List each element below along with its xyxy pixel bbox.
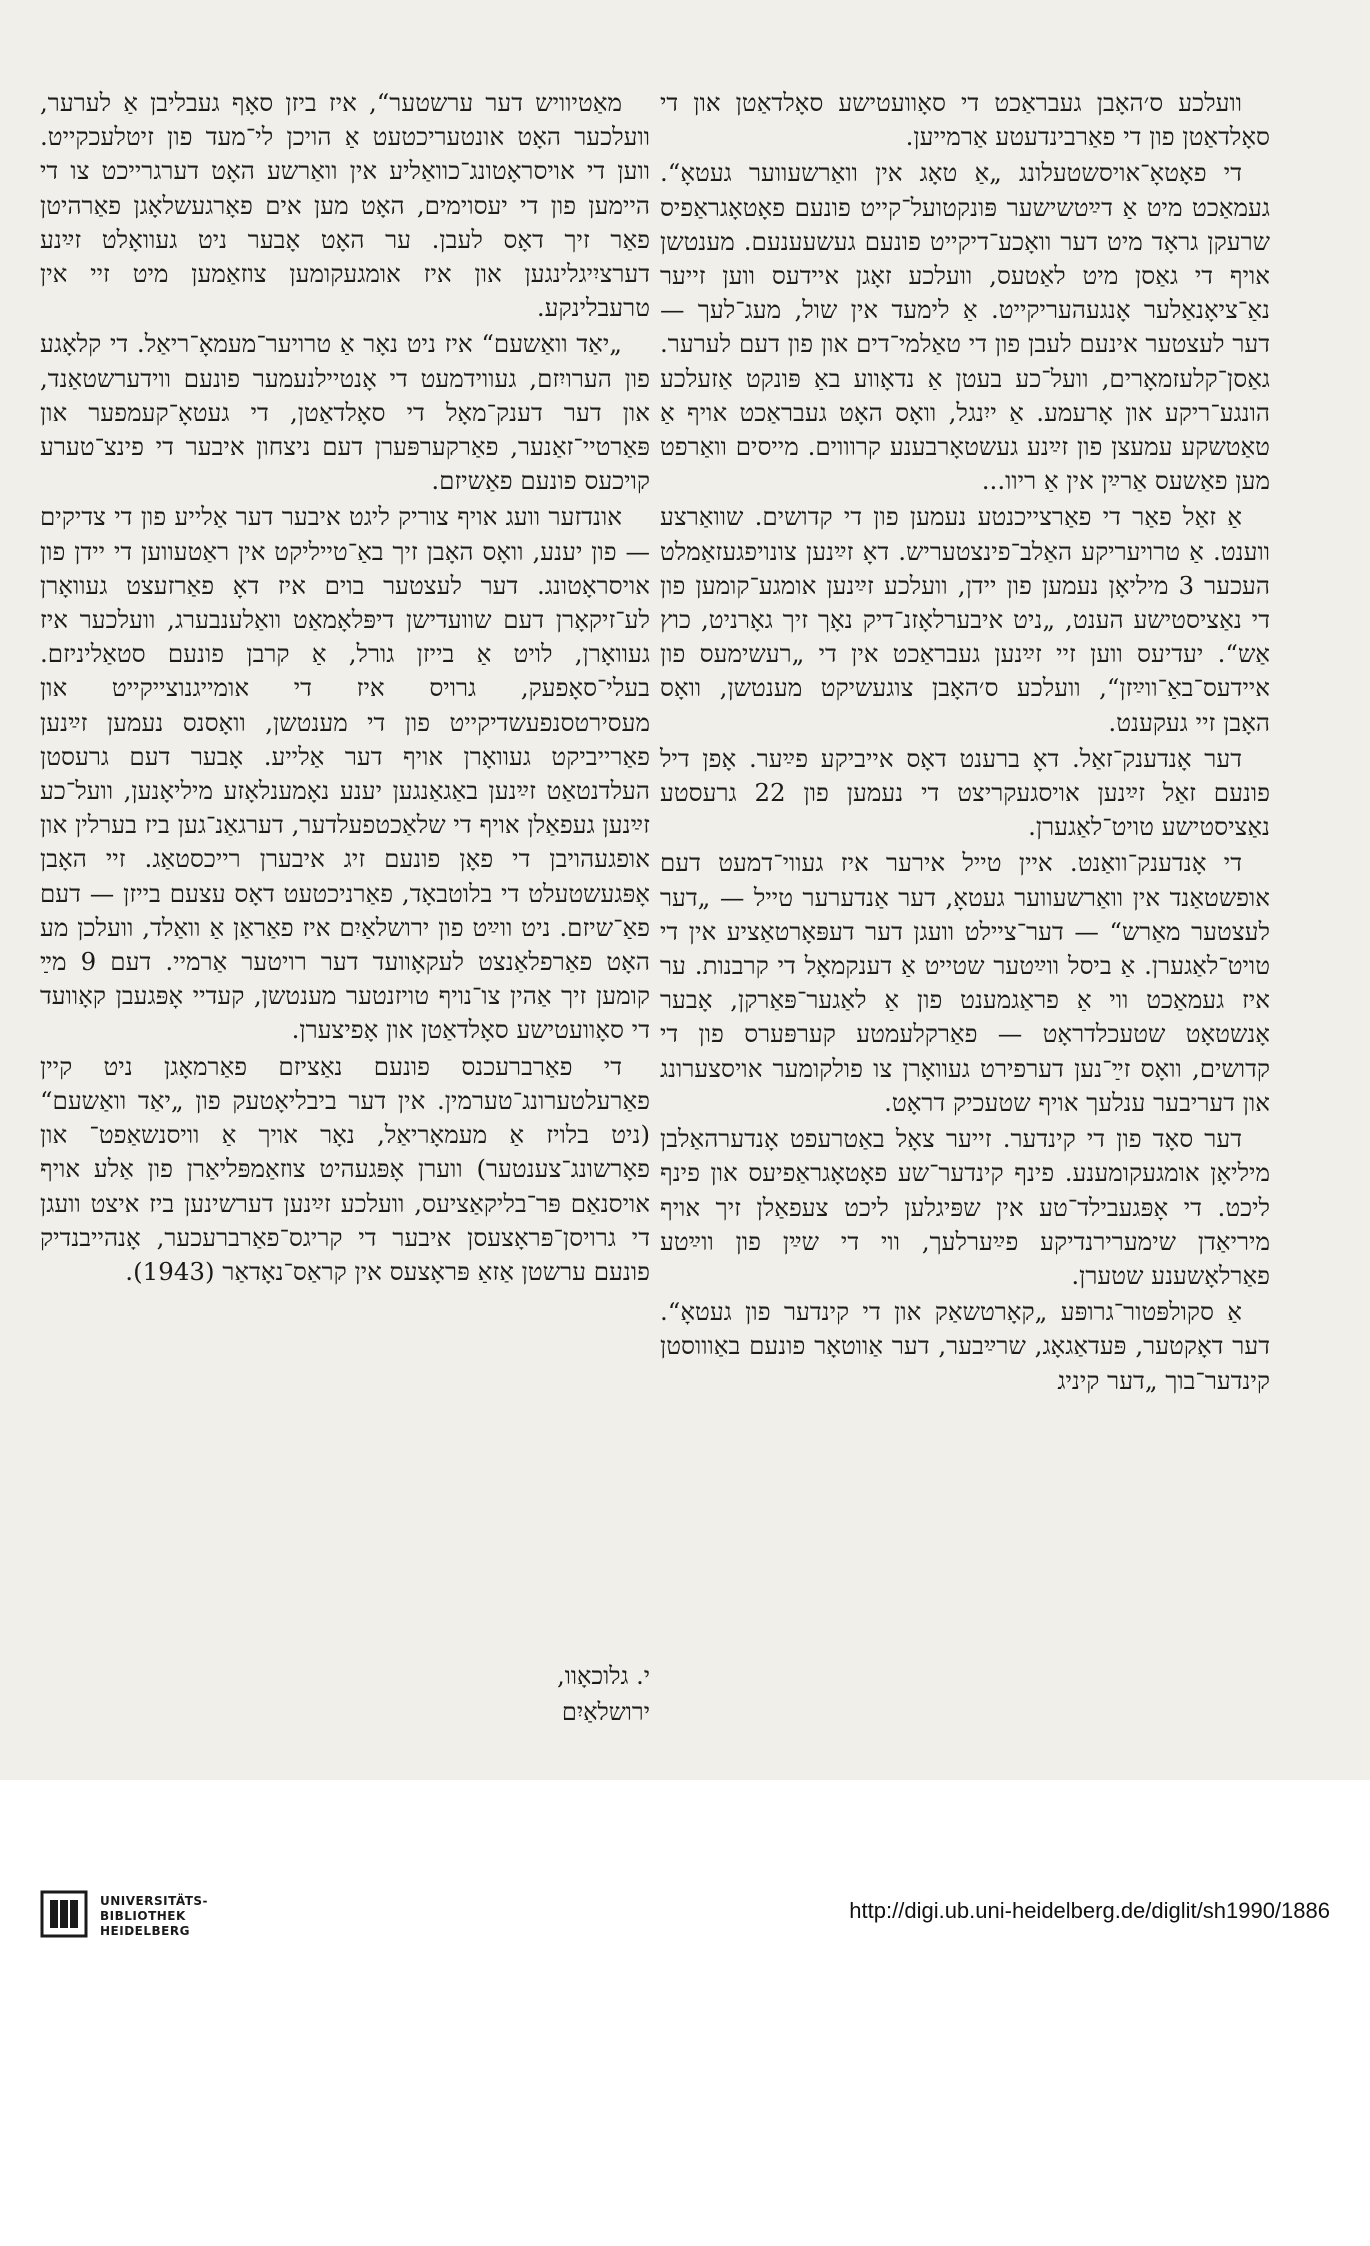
article-right-column — [660, 86, 1270, 1398]
logo-line: BIBLIOTHEK — [100, 1909, 186, 1923]
article-left-column — [40, 86, 650, 1289]
paragraph: אַ זאַל פאַר די פאַרצייכנטע נעמען פון די קדושים. שוואַרצע ווענט. אַ טרויעריקע האַלב־פינצטעריש. דאָ זײַנען צונויפגעזאַמלט העכער 3 מיליאָן נעמען פון יידן, וועלכע זײַנען אומגע־קומען פון די נאַציסטישע הענט, „ניט איבערלאָזנ־דיק נאָך זיך גאָרניט, כוץ אַש“. יעדיעס ווען זיי זײַנען געבראַכט אין די „רעשימעס פון איידעס־באַ־ווײַזן“, וועלכע ס׳האָבן צוגעשיקט מענטשן, וואָס האָבן זיי געקענט. — [660, 502, 1271, 737]
paragraph: אונדזער וועג אויף צוריק ליגט איבער דער אַלייע פון די צדיקים — פון יענע, וואָס האָבן זיך באַ־טייליקט אין ראַטעווען די יידן פון אויסראָטונג. דער לעצטער בוים איז דאָ פאַרזעצט געוואָרן לע־זיקאָרן דעם שוועדישן דיפּלאָמאַט וואַלענבערג, וועלכער איז געוואָרן, לויט אַ בייזן גורל, אַ קרבן פונעם סטאַליניזם. בעלי־סאָפעק, גרויס איז די אומייגנוצייקייט און מעסירטסנפעשדיקייט פון די מענטשן, וואָסנס נעמען זײַנען פאַרייביקט געוואָרן אויף דער אַלייע. אָבער דעם גרעסטן העלדנטאַט זײַנען באַגאַנגען יענע נאָמענלאָזע מיליאָנען, וועל־כע זײַנען געפאַלן אויף די שלאַכטפעלדער, דערגאַנ־גען ביז בערלין און אופגעהויבן די פאָן פונעם זיג איבערן רייכסטאַג. זיי האָבן אָפּגעשטעלט די בלוטבאָד, פאַרניכטעט דאָס עצעם בייזן — דעם פאַ־שיזם. ניט ווײַט פון ירושלאַיִם איז פאַראַן אַ וואַלד, וועלכן מע האָט פאַרפלאַנצט לעקאָוועד דער רויטער אַרמיי. דעם 9 מײַ קומען זיך אַהין צו־נויף טויזנטער מענטשן, קעדיי אָפּגעבן קאָוועד די סאָוועטישע סאָלדאַטן און אָפיצערן. — [40, 502, 650, 1045]
paragraph: די פאָטאָ־אויסשטעלונג „אַ טאָג אין וואַרשעווער געטאָ“. געמאַכט מיט אַ דײַטשישער פּונקטועל־קייט פונעם פאָטאָגראַפיס שרעקן גראָד מיט דער וואָכע־דיקייט פונעם געשעענעם. מענטשן אויף די גאַסן מיט לאַטעס, וועלכע זאָגן איידעס ווען זייער נאַ־ציאָנאַלער אָנגעהעריקייט. אַ לימעד אין שול, מעג־לעך — דער לעצטער אינעם לעבן פון די טאַלמי־דים און פון דעם לערער. גאַסן־קלעזמאָרים, וועל־כע בעטן אַ נדאָווע באַ פּונקט אַזעלכע הונגע־ריקע און אָרעמע. אַ ייִנגל, וואָס האָט געבראַכט אויף אַ טאַטשקע עמעצן פון זײַנע געשטאָרבענע קרוווים. מייסים וואַרפט מען פאַשעס אַרײַן אין אַ ריוו... — [660, 158, 1270, 496]
paragraph: אַ סקולפּטור־גרופּע „קאָרטשאַק און די קינדער פון געטאָ“. דער דאָקטער, פּעדאַגאָג, שרײַבער, דער אַווטאָר פונעם באַוווסטן קינדער־בוך „דער קיניג — [660, 1297, 1270, 1395]
paragraph: דער סאָד פון די קינדער. זייער צאָל באַטרעפט אָנדערהאַלבן מיליאָן אומגעקומענע. פינף קינדער־שע פאָטאָגראַפיעס און פינף ליכט. די אָפּגעבילד־טע אין שפּיגלען ליכט צעפאַלן זיך אויף מיריאַדן שימערירנדיקע פײַערלעך, ווי די שײַן פון ווײַטע פאַרלאָשענע שטערן. — [660, 1124, 1270, 1290]
author-signature — [40, 1658, 650, 1730]
paragraph: וועלכע ס׳האָבן געבראַכט די סאָוועטישע סאָלדאַטן און די סאָלדאַטן פון די פאַרבינדעטע אַרמייען. — [660, 88, 1270, 152]
source-url[interactable]: http://digi.ub.uni-heidelberg.de/diglit/sh1990/1886 — [849, 1898, 1330, 1923]
library-logo-icon — [40, 1890, 88, 1938]
author-name: י. גלוכאָוו, — [557, 1662, 650, 1690]
logo-line: UNIVERSITÄTS- — [100, 1894, 209, 1908]
paragraph: מאַטיוויש דער ערשטער“, איז ביזן סאָף געבליבן אַ לערער, וועלכער האָט אונטעריכטעט אַ הויכן לי־מעד פון זיטלעכקייט. ווען די אויסראָטונג־כוואַליע אין וואַרשע האָט דערגרייכט צו די היימען פון די יעסוימים, האָט מען אים פאָרגעשלאָגן פאַרהיטן פאַר זיך דאָס לעבן. ער האָט אָבער ניט געוואָלט זײַנע דערציִיגלינגען און איז אומגעקומען צוזאַמען מיט זיי אין טרעבלינקע. — [40, 88, 650, 323]
paragraph: „יאַד וואַשעם“ איז ניט נאָר אַ טרויער־מעמאָ־ריאַל. די קלאָגע פון הערויִזם, געווידמעט די אָנטיילנעמער פונעם ווידערשטאַנד, און דער דענק־מאָל די סאָלדאַטן, די געטאָ־קעמפער און פּאַרטיי־זאַנער, פאַרקערפּערן דעם ניצחון איבער די פינצ־טערע קויכעס פונעם פאַשיזם. — [40, 329, 650, 496]
logo-line: HEIDELBERG — [100, 1924, 190, 1938]
author-city: ירושלאַיִם — [561, 1698, 650, 1726]
library-logo — [40, 1890, 208, 1939]
paragraph: די אָנדענק־וואַנט. איין טייל אירער איז געווי־דמעט דעם אופשטאַנד אין וואַרשעווער געטאָ, דער אַנדערער טייל — „דער לעצטער מאַרש“ — דער־ציילט וועגן דער דעפּאָרטאַציע אין די טויט־לאַגערן. אַ ביסל ווײַטער שטייט אַ דענקמאָל די קרבנות. ער איז געמאַכט ווי אַ פראַגמענט פון אַ לאַגער־פּאַרקן, אָבער אָנשטאָט שטעכלדראָט — פאַרקלעמטע קערפּערס פון די קדושים, וואָס זײַ־נען דערפירט געוואָרן צו פולקומער אויסצערונג און דעריבער ענלעך אויף שטעכיק דראָט. — [660, 848, 1270, 1117]
footer — [0, 1780, 1370, 2246]
paragraph: די פאַרברעכנס פונעם נאַציזם פאַרמאָגן ניט קיין פאַרעלטערונג־טערמין. אין דער ביבליאָטעק פון „יאַד וואַשעם“ (ניט בלויז אַ מעמאָריאַל, נאָר אויך אַ וויסנשאַפט־ און פאָרשונג־צענטער) ווערן אָפּגעהיט צוזאַמפּליאַרן פון אַלע אויף אויסנאַם פּר־בליקאַציעס, וועלכע זײַנען דערשינען ביז איצט וועגן די גרויסן־פּראָצעסן איבער די קריגס־פאַרברעכער, אָנהייבנדיק פונעם ערשטן אַזאַ פּראָצעס אין קראַס־נאָדאַר (1943). — [40, 1051, 650, 1286]
paragraph: דער אָנדענק־זאַל. דאָ ברענט דאָס אייביקע פײַער. אָפן דיל פונעם זאַל זײַנען אויסגעקריצט די נעמען פון 22 גרעסטע נאַציסטישע טויט־לאַגערן. — [660, 743, 1270, 842]
